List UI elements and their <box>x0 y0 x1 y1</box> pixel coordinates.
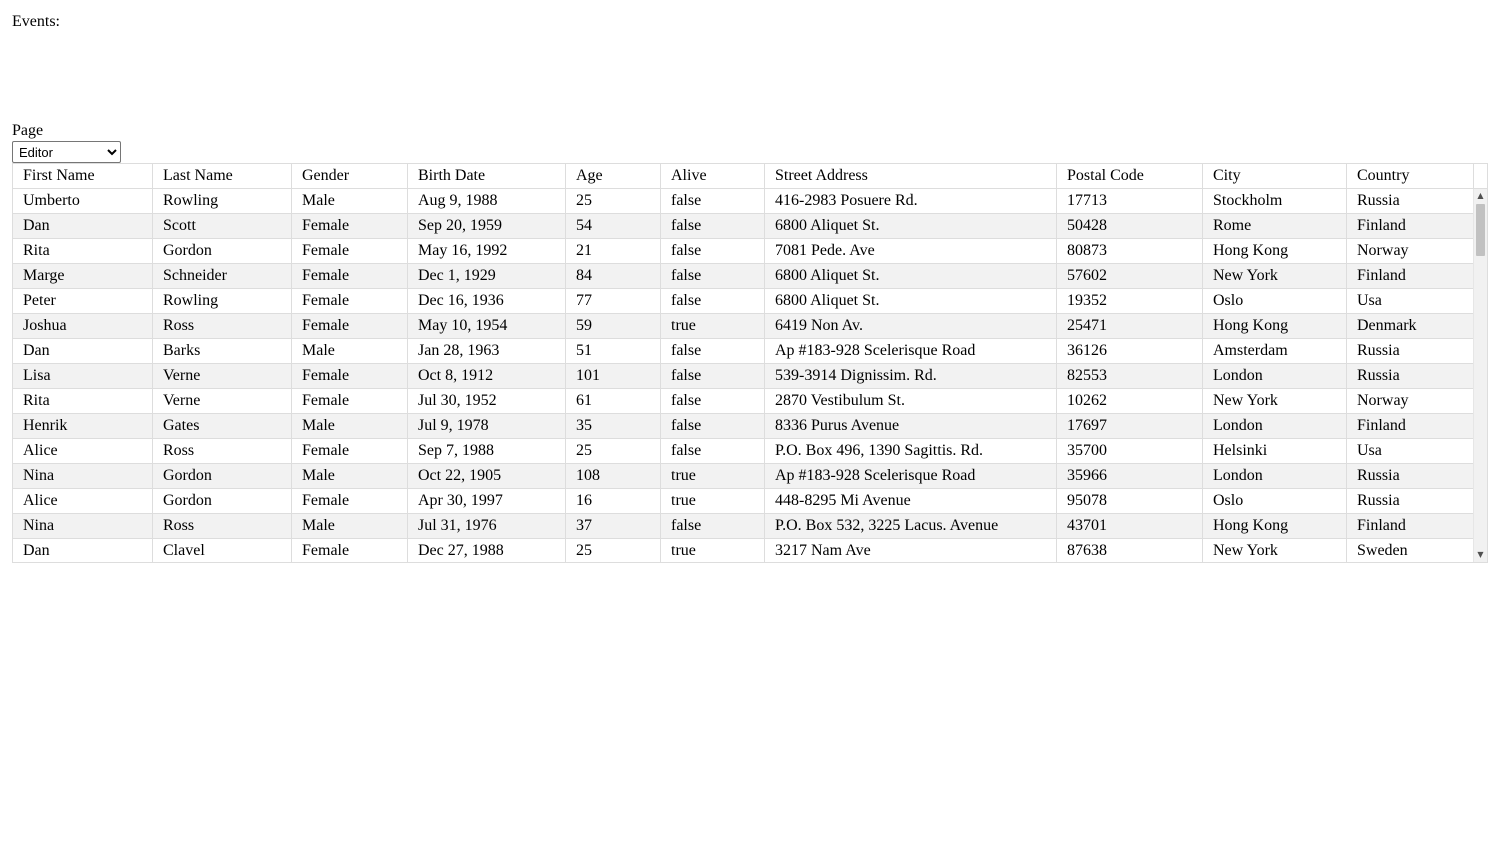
cell-last-name[interactable]: Scott <box>153 214 292 238</box>
cell-street-address[interactable]: 6800 Aliquet St. <box>765 264 1057 288</box>
cell-age[interactable]: 25 <box>566 539 661 562</box>
cell-country[interactable]: Usa <box>1357 442 1382 459</box>
cell-birth-date[interactable]: Apr 30, 1997 <box>408 489 566 513</box>
column-header-alive[interactable]: Alive <box>661 164 765 188</box>
cell-postal-code[interactable]: 43701 <box>1057 514 1203 538</box>
cell-street-address[interactable]: 7081 Pede. Ave <box>765 239 1057 263</box>
cell-gender[interactable]: Female <box>292 214 408 238</box>
cell-first-name[interactable]: Alice <box>13 439 153 463</box>
table-row[interactable] <box>13 539 1473 562</box>
table-row[interactable] <box>13 464 1473 489</box>
cell-last-name[interactable]: Gordon <box>153 489 292 513</box>
cell-age[interactable]: 16 <box>566 489 661 513</box>
cell-birth-date[interactable]: May 16, 1992 <box>408 239 566 263</box>
cell-birth-date[interactable]: Jul 31, 1976 <box>408 514 566 538</box>
cell-alive[interactable]: false <box>661 214 765 238</box>
cell-first-name[interactable]: Peter <box>13 289 153 313</box>
cell-gender[interactable]: Female <box>292 389 408 413</box>
cell-street-address[interactable]: 6800 Aliquet St. <box>765 214 1057 238</box>
cell-alive[interactable]: false <box>661 364 765 388</box>
cell-age[interactable]: 77 <box>566 289 661 313</box>
cell-city[interactable]: Hong Kong <box>1203 239 1347 263</box>
cell-postal-code[interactable]: 35966 <box>1057 464 1203 488</box>
cell-age[interactable]: 35 <box>566 414 661 438</box>
cell-gender[interactable]: Female <box>292 289 408 313</box>
cell-street-address[interactable]: 3217 Nam Ave <box>765 539 1057 562</box>
cell-country[interactable]: Norway <box>1357 392 1409 409</box>
table-row[interactable] <box>13 414 1473 439</box>
cell-country[interactable]: Usa <box>1357 292 1382 309</box>
cell-first-name[interactable]: Rita <box>13 389 153 413</box>
grid-header-filler <box>1473 164 1487 189</box>
cell-gender[interactable]: Male <box>292 514 408 538</box>
cell-country[interactable]: Sweden <box>1357 542 1408 559</box>
table-row[interactable] <box>13 264 1473 289</box>
table-row[interactable] <box>13 439 1473 464</box>
cell-birth-date[interactable]: Jul 9, 1978 <box>408 414 566 438</box>
cell-age[interactable]: 61 <box>566 389 661 413</box>
cell-postal-code[interactable]: 17713 <box>1057 189 1203 213</box>
cell-birth-date[interactable]: Oct 22, 1905 <box>408 464 566 488</box>
cell-first-name[interactable]: Alice <box>13 489 153 513</box>
cell-postal-code[interactable]: 87638 <box>1057 539 1203 562</box>
cell-street-address[interactable]: P.O. Box 496, 1390 Sagittis. Rd. <box>765 439 1057 463</box>
cell-age[interactable]: 25 <box>566 189 661 213</box>
cell-city[interactable]: Oslo <box>1203 489 1347 513</box>
cell-alive[interactable]: true <box>661 489 765 513</box>
cell-city[interactable]: New York <box>1203 264 1347 288</box>
cell-alive[interactable]: true <box>661 314 765 338</box>
cell-alive[interactable]: false <box>661 414 765 438</box>
cell-age[interactable]: 108 <box>566 464 661 488</box>
cell-city[interactable]: Hong Kong <box>1203 314 1347 338</box>
cell-last-name[interactable]: Clavel <box>153 539 292 562</box>
cell-first-name[interactable]: Dan <box>13 339 153 363</box>
cell-first-name[interactable]: Rita <box>13 239 153 263</box>
table-row[interactable] <box>13 389 1473 414</box>
cell-city[interactable]: Helsinki <box>1203 439 1347 463</box>
cell-street-address[interactable]: Ap #183-928 Scelerisque Road <box>765 464 1057 488</box>
cell-birth-date[interactable]: Sep 7, 1988 <box>408 439 566 463</box>
cell-country[interactable]: Finland <box>1357 217 1406 234</box>
cell-gender[interactable]: Female <box>292 489 408 513</box>
cell-last-name[interactable]: Ross <box>153 314 292 338</box>
cell-age[interactable]: 59 <box>566 314 661 338</box>
cell-postal-code[interactable]: 50428 <box>1057 214 1203 238</box>
table-row[interactable] <box>13 489 1473 514</box>
table-row[interactable] <box>13 339 1473 364</box>
cell-birth-date[interactable]: Dec 27, 1988 <box>408 539 566 562</box>
cell-country[interactable]: Russia <box>1357 467 1400 484</box>
cell-first-name[interactable]: Umberto <box>13 189 153 213</box>
cell-age[interactable]: 37 <box>566 514 661 538</box>
cell-last-name[interactable]: Rowling <box>153 189 292 213</box>
column-header-street-address[interactable]: Street Address <box>765 164 1057 188</box>
cell-city[interactable]: London <box>1203 364 1347 388</box>
cell-street-address[interactable]: 2870 Vestibulum St. <box>765 389 1057 413</box>
cell-country[interactable]: Russia <box>1357 192 1400 209</box>
cell-country[interactable]: Norway <box>1357 242 1409 259</box>
cell-first-name[interactable]: Lisa <box>13 364 153 388</box>
cell-birth-date[interactable]: Dec 1, 1929 <box>408 264 566 288</box>
table-row[interactable] <box>13 514 1473 539</box>
cell-birth-date[interactable]: Sep 20, 1959 <box>408 214 566 238</box>
cell-city[interactable]: Rome <box>1203 214 1347 238</box>
scroll-up-arrow-icon[interactable]: ▲ <box>1477 191 1484 200</box>
cell-alive[interactable]: false <box>661 264 765 288</box>
cell-last-name[interactable]: Gordon <box>153 239 292 263</box>
cell-gender[interactable]: Female <box>292 314 408 338</box>
cell-last-name[interactable]: Ross <box>153 514 292 538</box>
column-header-first-name[interactable]: First Name <box>13 164 153 188</box>
cell-first-name[interactable]: Dan <box>13 539 153 562</box>
cell-city[interactable]: Stockholm <box>1203 189 1347 213</box>
cell-city[interactable]: Oslo <box>1203 289 1347 313</box>
cell-birth-date[interactable]: Dec 16, 1936 <box>408 289 566 313</box>
cell-city[interactable]: Amsterdam <box>1203 339 1347 363</box>
cell-first-name[interactable]: Henrik <box>13 414 153 438</box>
cell-country[interactable]: Finland <box>1357 517 1406 534</box>
grid-header <box>13 164 1473 189</box>
events-label: Events: <box>12 13 60 30</box>
cell-birth-date[interactable]: Jul 30, 1952 <box>408 389 566 413</box>
vertical-scrollbar[interactable] <box>1473 189 1487 562</box>
scroll-down-arrow-icon[interactable]: ▼ <box>1477 550 1484 559</box>
cell-alive[interactable]: false <box>661 289 765 313</box>
cell-last-name[interactable]: Gates <box>153 414 292 438</box>
cell-postal-code[interactable]: 57602 <box>1057 264 1203 288</box>
table-row[interactable] <box>13 364 1473 389</box>
cell-birth-date[interactable]: Aug 9, 1988 <box>408 189 566 213</box>
cell-birth-date[interactable]: May 10, 1954 <box>408 314 566 338</box>
cell-alive[interactable]: false <box>661 514 765 538</box>
cell-age[interactable]: 54 <box>566 214 661 238</box>
cell-age[interactable]: 84 <box>566 264 661 288</box>
table-row[interactable] <box>13 214 1473 239</box>
scroll-thumb[interactable] <box>1476 204 1485 256</box>
table-row[interactable] <box>13 314 1473 339</box>
cell-gender[interactable]: Male <box>292 464 408 488</box>
cell-gender[interactable]: Female <box>292 364 408 388</box>
grid-body[interactable] <box>13 189 1473 562</box>
cell-country[interactable]: Russia <box>1357 492 1400 509</box>
cell-alive[interactable]: false <box>661 339 765 363</box>
cell-last-name[interactable]: Rowling <box>153 289 292 313</box>
cell-city[interactable]: New York <box>1203 539 1347 562</box>
cell-postal-code[interactable]: 17697 <box>1057 414 1203 438</box>
column-header-gender[interactable]: Gender <box>292 164 408 188</box>
cell-street-address[interactable]: 6419 Non Av. <box>765 314 1057 338</box>
cell-last-name[interactable]: Ross <box>153 439 292 463</box>
cell-age[interactable]: 51 <box>566 339 661 363</box>
cell-first-name[interactable]: Dan <box>13 214 153 238</box>
cell-city[interactable]: Hong Kong <box>1203 514 1347 538</box>
cell-postal-code[interactable]: 36126 <box>1057 339 1203 363</box>
column-header-country[interactable]: Country <box>1357 167 1410 184</box>
table-row[interactable] <box>13 239 1473 264</box>
page-select[interactable] <box>12 141 121 163</box>
cell-birth-date[interactable]: Oct 8, 1912 <box>408 364 566 388</box>
cell-first-name[interactable]: Nina <box>13 514 153 538</box>
cell-gender[interactable]: Female <box>292 539 408 562</box>
cell-alive[interactable]: true <box>661 464 765 488</box>
cell-postal-code[interactable]: 35700 <box>1057 439 1203 463</box>
cell-gender[interactable]: Female <box>292 264 408 288</box>
column-header-last-name[interactable]: Last Name <box>153 164 292 188</box>
cell-street-address[interactable]: 416-2983 Posuere Rd. <box>765 189 1057 213</box>
cell-gender[interactable]: Female <box>292 239 408 263</box>
cell-postal-code[interactable]: 80873 <box>1057 239 1203 263</box>
cell-postal-code[interactable]: 25471 <box>1057 314 1203 338</box>
cell-street-address[interactable]: 448-8295 Mi Avenue <box>765 489 1057 513</box>
cell-country[interactable]: Finland <box>1357 417 1406 434</box>
cell-age[interactable]: 25 <box>566 439 661 463</box>
cell-country[interactable]: Denmark <box>1357 317 1417 334</box>
cell-country[interactable]: Russia <box>1357 342 1400 359</box>
cell-last-name[interactable]: Schneider <box>153 264 292 288</box>
data-grid <box>12 163 1488 563</box>
cell-country[interactable]: Finland <box>1357 267 1406 284</box>
cell-last-name[interactable]: Verne <box>153 389 292 413</box>
page-label: Page <box>12 122 44 139</box>
table-row[interactable] <box>13 189 1473 214</box>
cell-street-address[interactable]: 8336 Purus Avenue <box>765 414 1057 438</box>
column-header-birth-date[interactable]: Birth Date <box>408 164 566 188</box>
cell-alive[interactable]: false <box>661 389 765 413</box>
cell-age[interactable]: 101 <box>566 364 661 388</box>
cell-street-address[interactable]: 539-3914 Dignissim. Rd. <box>765 364 1057 388</box>
cell-last-name[interactable]: Barks <box>153 339 292 363</box>
cell-last-name[interactable]: Verne <box>153 364 292 388</box>
cell-gender[interactable]: Male <box>292 339 408 363</box>
cell-postal-code[interactable]: 10262 <box>1057 389 1203 413</box>
cell-alive[interactable]: false <box>661 189 765 213</box>
cell-gender[interactable]: Male <box>292 414 408 438</box>
cell-street-address[interactable]: P.O. Box 532, 3225 Lacus. Avenue <box>765 514 1057 538</box>
cell-postal-code[interactable]: 82553 <box>1057 364 1203 388</box>
cell-gender[interactable]: Female <box>292 439 408 463</box>
column-header-city[interactable]: City <box>1203 164 1347 188</box>
cell-postal-code[interactable]: 19352 <box>1057 289 1203 313</box>
cell-city[interactable]: London <box>1203 414 1347 438</box>
cell-alive[interactable]: false <box>661 239 765 263</box>
cell-city[interactable]: New York <box>1203 389 1347 413</box>
cell-first-name[interactable]: Nina <box>13 464 153 488</box>
cell-street-address[interactable]: 6800 Aliquet St. <box>765 289 1057 313</box>
column-header-age[interactable]: Age <box>566 164 661 188</box>
cell-city[interactable]: London <box>1203 464 1347 488</box>
cell-birth-date[interactable]: Jan 28, 1963 <box>408 339 566 363</box>
cell-first-name[interactable]: Joshua <box>13 314 153 338</box>
cell-age[interactable]: 21 <box>566 239 661 263</box>
cell-street-address[interactable]: Ap #183-928 Scelerisque Road <box>765 339 1057 363</box>
cell-gender[interactable]: Male <box>292 189 408 213</box>
table-row[interactable] <box>13 289 1473 314</box>
cell-alive[interactable]: false <box>661 439 765 463</box>
cell-postal-code[interactable]: 95078 <box>1057 489 1203 513</box>
cell-last-name[interactable]: Gordon <box>153 464 292 488</box>
cell-first-name[interactable]: Marge <box>13 264 153 288</box>
cell-country[interactable]: Russia <box>1357 367 1400 384</box>
cell-alive[interactable]: true <box>661 539 765 562</box>
column-header-postal-code[interactable]: Postal Code <box>1057 164 1203 188</box>
